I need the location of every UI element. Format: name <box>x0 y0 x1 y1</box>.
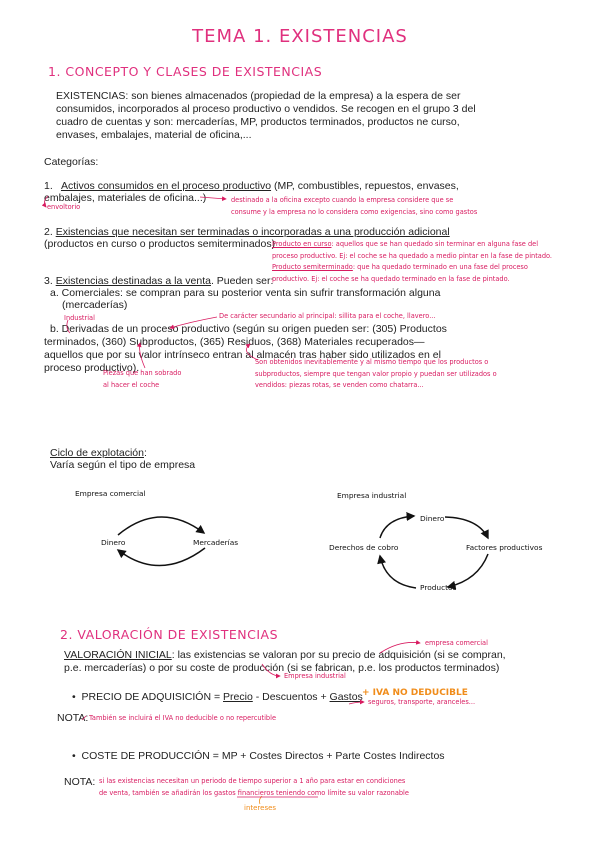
arrow-derechos-dinero <box>380 516 414 538</box>
precio-term: Precio <box>223 691 253 703</box>
note-text: : aquellos que se han quedado sin terminar en alguna fase del <box>331 240 539 248</box>
category-2-number: 2. <box>44 226 53 238</box>
category-2-line2: (productos en curso o productos semiterminados) <box>44 238 276 250</box>
arrow-secundario <box>170 317 217 328</box>
arrow-empresa-comercial <box>380 642 420 653</box>
nota-2-label: NOTA: <box>64 776 96 788</box>
category-3b-line: terminados, (360) Subproductos, (365) Residuos, (368) Materiales recuperados— <box>44 336 425 348</box>
category-3b-line: b. Derivadas de un proceso productivo (según su origen pueden ser: (305) Productos <box>50 323 447 335</box>
note-secundario: De carácter secundario al principal: sillita para el coche, llavero... <box>219 312 436 320</box>
note-label: Producto semiterminado <box>272 263 353 271</box>
coste-text: COSTE DE PRODUCCIÓN = MP + Costes Directos + Parte Costes Indirectos <box>81 750 445 762</box>
arrow-gastos <box>349 702 364 704</box>
note-line: subproductos, siempre que tengan valor propio y puedan ser utilizados o <box>255 369 497 378</box>
note-label: Producto en curso <box>272 240 332 248</box>
diagram-industrial-title: Empresa industrial <box>337 491 407 500</box>
category-2-title: Existencias que necesitan ser terminadas o incorporadas a una producción adicional <box>55 226 450 238</box>
diagram-comercial-title: Empresa comercial <box>75 489 146 498</box>
section-1-heading: 1. CONCEPTO Y CLASES DE EXISTENCIAS <box>48 64 323 79</box>
page-title: TEMA 1. EXISTENCIAS <box>192 26 408 47</box>
note-line: destinado a la oficina excepto cuando la empresa considere que se <box>231 196 454 204</box>
note-line: vendidos: piezas rotas, se venden como chatarra... <box>255 381 424 389</box>
note-line: al hacer el coche <box>103 380 160 389</box>
category-3b-line: aquellos que por su valor intrínseco entran al almacén tras haber sido utilizados en el <box>44 349 441 361</box>
arrow-piezas <box>140 343 145 368</box>
arrow-empresa-industrial <box>262 664 280 676</box>
intro-line: cuadro de cuentas y son: mercaderías, MP, productos terminados, productos ne curso, <box>56 116 460 128</box>
arrow-productos-derechos <box>380 556 416 588</box>
category-3-rest: . Pueden ser: <box>210 275 274 287</box>
category-3a-line2: (mercaderías) <box>62 299 128 311</box>
note-empresa-industrial: Empresa industrial <box>284 672 346 680</box>
category-1-line2: embalajes, materiales de oficina...) <box>44 192 207 204</box>
gastos-term: Gastos <box>329 691 363 703</box>
category-1-number: 1. <box>44 180 53 192</box>
nota-1-text: También se incluirá el IVA no deducible o no repercutible <box>89 714 276 722</box>
note-empresa-comercial: empresa comercial <box>425 639 488 647</box>
section-2-heading: 2. VALORACIÓN DE EXISTENCIAS <box>60 627 279 642</box>
precio-mid: - Descuentos + <box>252 691 330 703</box>
valoracion-label: VALORACIÓN INICIAL <box>64 649 172 661</box>
note-line: Piezas que han sobrado <box>103 369 182 377</box>
note-intereses: intereses <box>244 804 277 812</box>
arrow-envoltorio <box>44 196 48 207</box>
arrow-dinero-factores <box>445 517 488 538</box>
bullet: • <box>72 750 82 762</box>
arrow-nota-1 <box>82 716 86 720</box>
diagram-industrial-factores: Factores productivos <box>466 543 543 552</box>
arrow-mercaderias-dinero <box>118 548 205 566</box>
intro-line: EXISTENCIAS: son bienes almacenados (propiedad de la empresa) a la espera de ser <box>56 90 461 102</box>
category-3b-line: proceso productivo). <box>44 362 140 374</box>
nota-2-line: si las existencias necesitan un periodo de tiempo superior a 1 año para estar en condiciones <box>99 777 406 785</box>
category-1-rest: (MP, combustibles, repuestos, envases, <box>271 180 459 192</box>
diagram-comercial-dinero: Dinero <box>101 538 126 547</box>
note-envoltorio: envoltorio <box>47 203 81 211</box>
diagram-comercial-mercaderias: Mercaderías <box>193 538 239 547</box>
category-3-title: Existencias destinadas a la venta <box>55 275 211 287</box>
note-line: proceso productivo. Ej: el coche se ha quedado a medio pintar en la fase de pintado. <box>272 251 553 260</box>
categorias-label: Categorías: <box>44 156 99 168</box>
note-line: consume y la empresa no lo considera como exigencias, sino como gastos <box>231 207 478 216</box>
iva-highlight: + IVA NO DEDUCIBLE <box>362 688 468 698</box>
note-industrial: Industrial <box>64 314 95 322</box>
valoracion-line: p.e. mercaderías) o por su coste de producción (si se fabrican, p.e. los productos terminados) <box>64 662 500 674</box>
arrow-factores-productos <box>448 554 488 587</box>
note-gastos: seguros, transporte, aranceles... <box>368 698 476 706</box>
arrow-dinero-mercaderias <box>118 517 204 535</box>
nota-2-line: de venta, también se añadirán los gastos financieros teniendo como límite su valor razonable <box>99 788 409 797</box>
diagram-industrial-dinero: Dinero <box>420 514 445 523</box>
arrow-oficina <box>200 197 226 199</box>
intro-line: envases, embalajes, material de oficina,... <box>56 129 252 141</box>
note-line: productivo. Ej: el coche se ha quedado terminado en la fase de pintado. <box>272 274 510 283</box>
ciclo-colon: : <box>143 447 147 459</box>
note-text: : que ha quedado terminado en una fase del proceso <box>352 263 528 271</box>
note-line: Son obtenidos inevitablemente y al mismo tiempo que los productos o <box>255 358 489 366</box>
nota-1-label: NOTA: <box>57 712 89 724</box>
diagram-industrial-derechos: Derechos de cobro <box>329 543 399 552</box>
category-1-title: Activos consumidos en el proceso productivo <box>60 180 272 192</box>
bullet: • <box>72 691 82 703</box>
category-3-number: 3. <box>44 275 53 287</box>
category-3a: a. Comerciales: se compran para su posterior venta sin sufrir transformación alguna <box>50 287 441 299</box>
diagram-industrial-productos: Productos <box>420 583 457 592</box>
ciclo-subtitle: Varía según el tipo de empresa <box>50 459 196 471</box>
arrow-obtenidos <box>246 344 258 360</box>
arrow-industrial <box>67 320 70 333</box>
precio-prefix: PRECIO DE ADQUISICIÓN = <box>81 691 224 703</box>
intro-line: consumidos, incorporados al proceso productivo o vendidos. Se recogen en el grupo 3 del <box>56 103 476 115</box>
ciclo-label: Ciclo de explotación <box>50 447 144 459</box>
valoracion-text: : las existencias se valoran por su precio de adquisición (si se compran, <box>171 649 506 661</box>
